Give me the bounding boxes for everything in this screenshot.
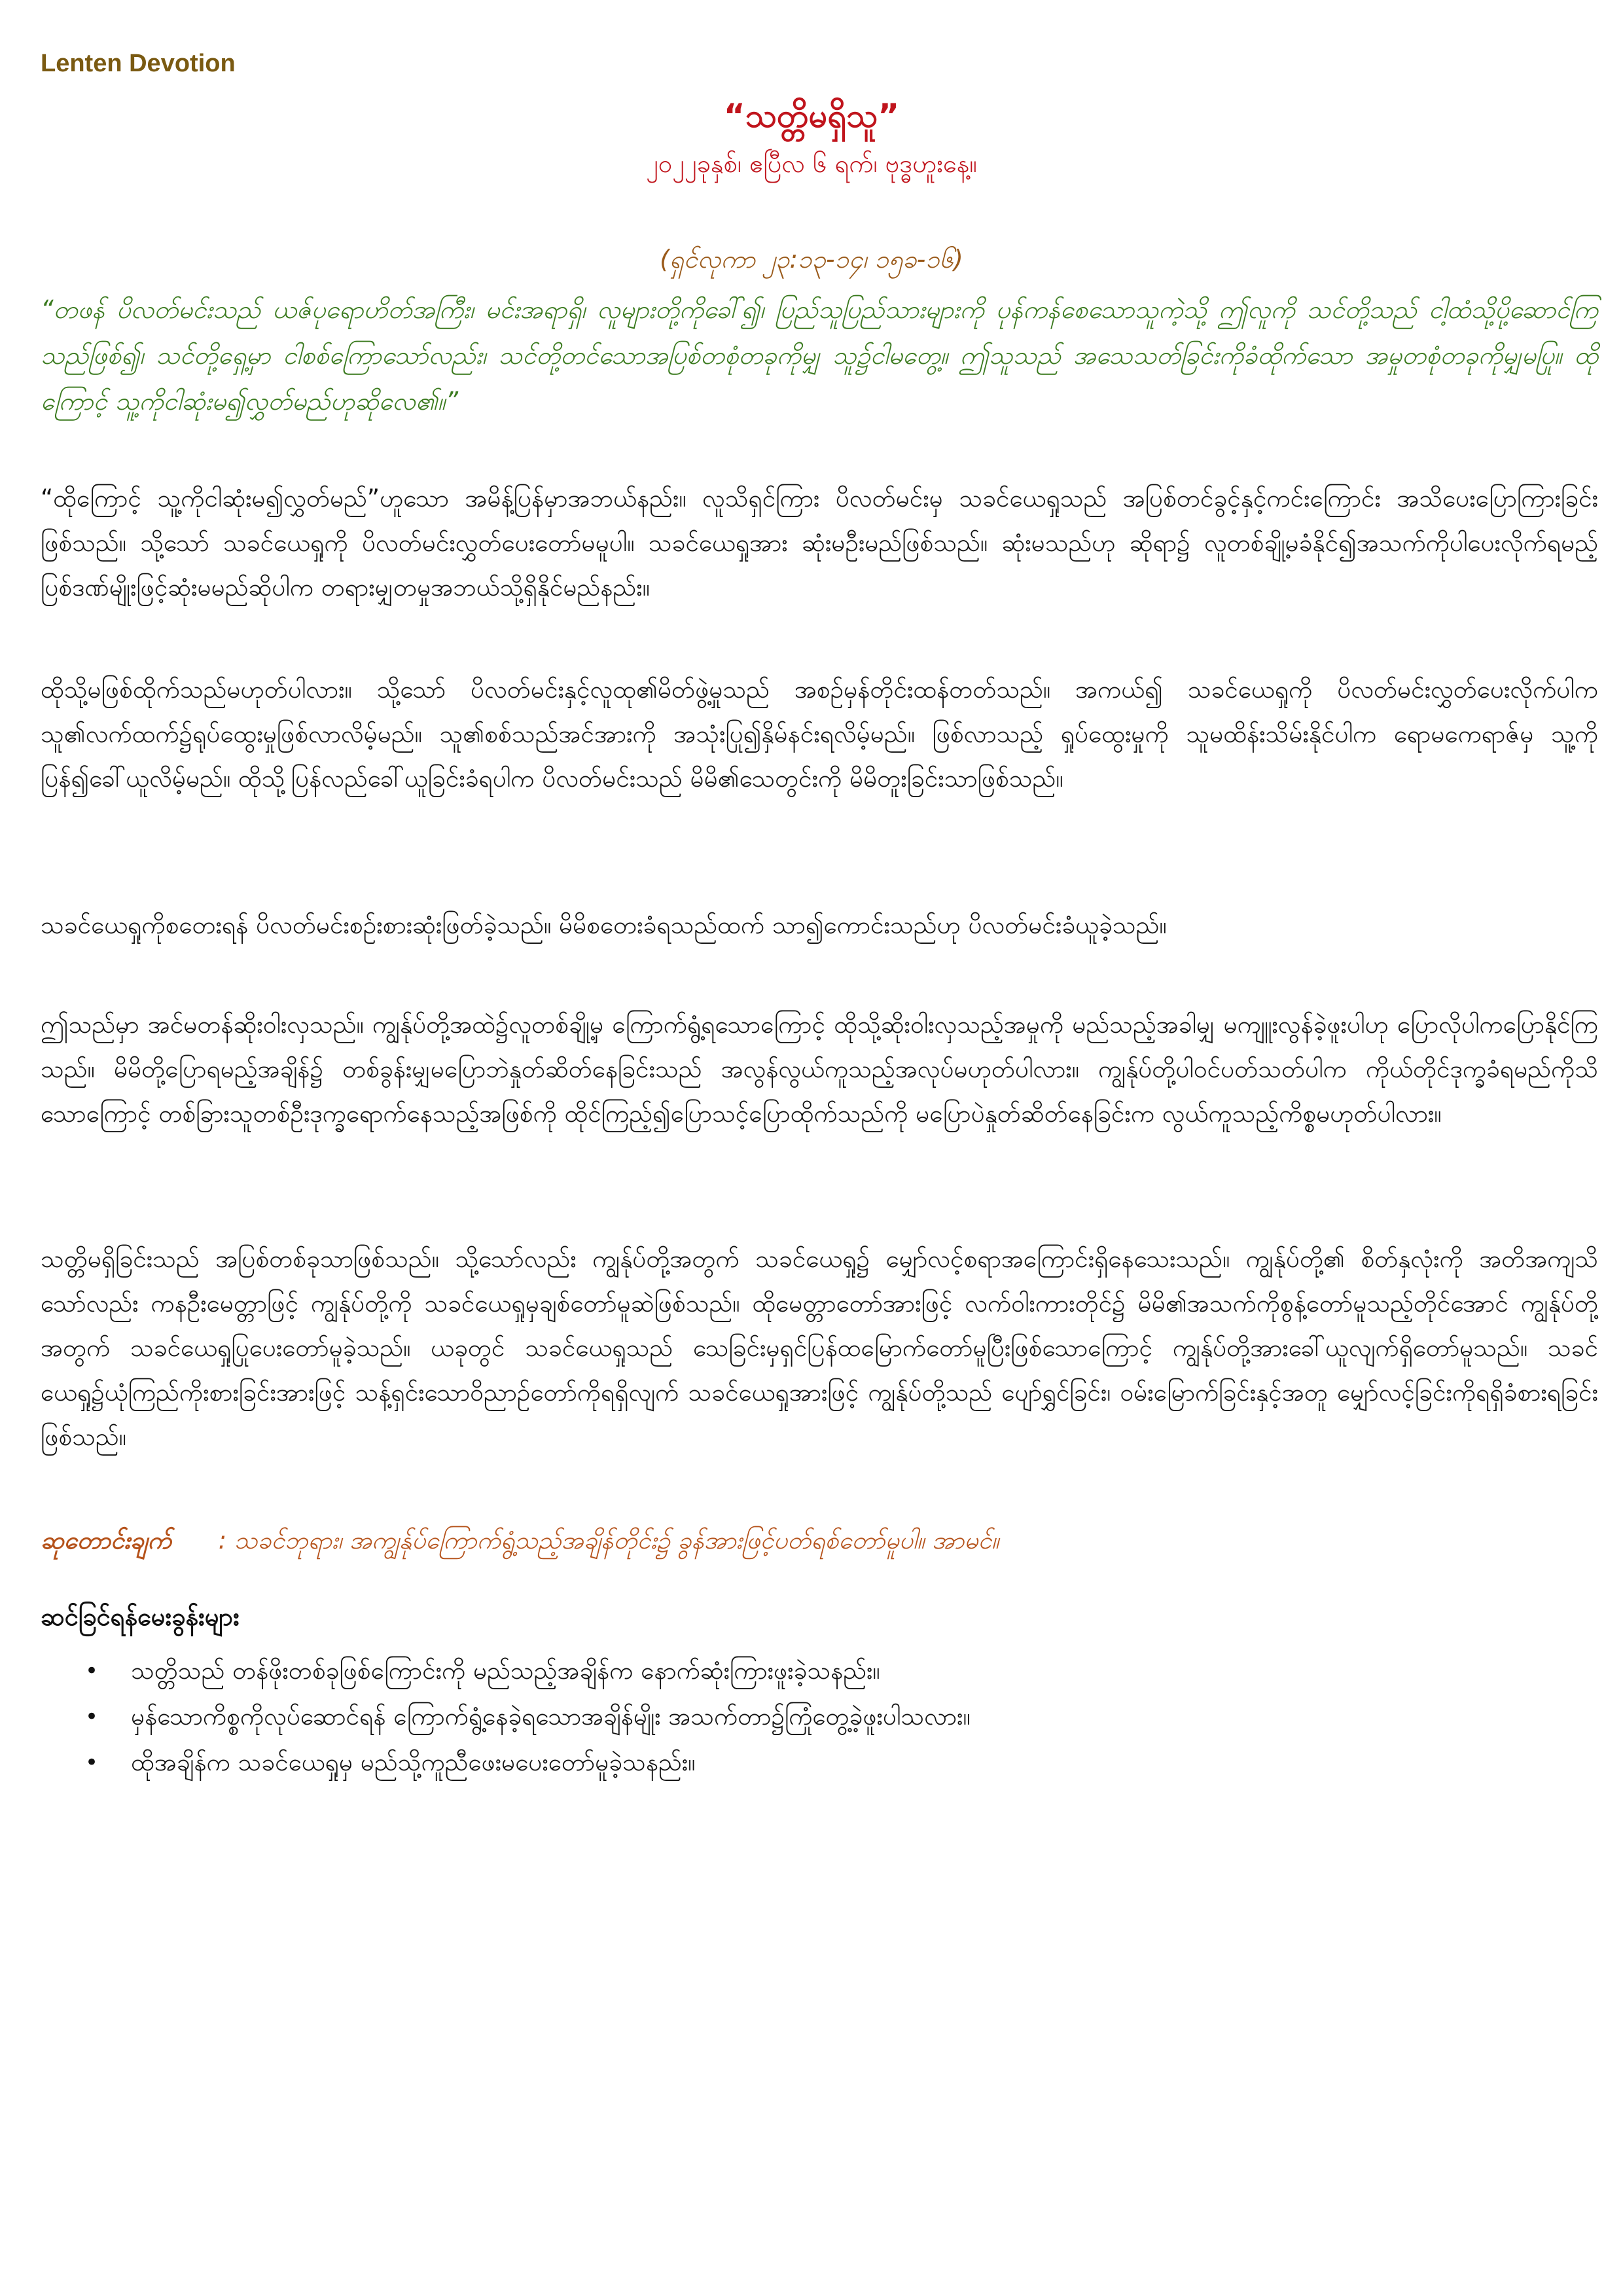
bullet-icon: •: [85, 1658, 99, 1684]
page-title: “သတ္တိမရှိသူ”: [723, 97, 900, 135]
body-paragraph-5: သတ္တိမရှိခြင်းသည် အပြစ်တစ်ခုသာဖြစ်သည်။ သို့သော်လည်း ကျွန်ုပ်တို့အတွက် သခင်ယေရှု၌ မျှော်လင့်စရာအကြောင်းရှိနေသေးသည်။ ကျွန်ုပ်တို့၏ စိတ်နှလုံးကို အတိအကျသိသော်လည်း ကနဦးမေတ္တာဖြင့် ကျွန်ုပ်တို့ကို သခင်ယေရှုမှချစ်တော်မူဆဲဖြစ်သည်။ ထိုမေတ္တာတော်အားဖြင့် လက်ဝါးကားတိုင်၌ မိမိ၏အသက်ကိုစွန့်တော်မူသည့်တိုင်အောင် ကျွန်ုပ်တို့အတွက် သခင်ယေရှုပြုပေးတော်မူခဲ့သည်။ ယခုတွင် သခင်ယေရှုသည် သေခြင်းမှရှင်ပြန်ထမြောက်တော်မူပြီးဖြစ်သောကြောင့် ကျွန်ုပ်တို့အားခေါ်ယူလျက်ရှိတော်မူသည်။ သခင်ယေရှု၌ယုံကြည်ကိုးစားခြင်းအားဖြင့် သန့်ရှင်းသောဝိညာဉ်တော်ကိုရရှိလျက် သခင်ယေရှုအားဖြင့် ကျွန်ုပ်တို့သည် ပျော်ရွှင်ခြင်း၊ ဝမ်းမြောက်ခြင်းနှင့်အတူ မျှော်လင့်ခြင်းကိုရရှိခံစားရခြင်းဖြစ်သည်။: [41, 1245, 1598, 1451]
prayer-label: ဆုတောင်းချက်: [41, 1526, 171, 1554]
prayer-section: [41, 1518, 1598, 1563]
header-label: Lenten Devotion: [41, 50, 236, 77]
question-text: ထိုအချိန်က သခင်ယေရှုမှ မည်သို့ကူညီဖေးမပေးတော်မူခဲ့သနည်း။: [131, 1748, 696, 1776]
question-text: သတ္တိသည် တန်ဖိုးတစ်ခုဖြစ်ကြောင်းကို မည်သည့်အချိန်က နောက်ဆုံးကြားဖူးခဲ့သနည်း။: [131, 1657, 880, 1685]
list-item: [85, 1694, 1590, 1740]
questions-list: [85, 1648, 1590, 1785]
body-paragraph-2: ထိုသို့မဖြစ်ထိုက်သည်မဟုတ်ပါလား။ သို့သော် ပိလတ်မင်းနှင့်လူထု၏မိတ်ဖွဲ့မှုသည် အစဉ်မှန်တိုင်းထန်တတ်သည်။ အကယ်၍ သခင်ယေရှုကို ပိလတ်မင်းလွှတ်ပေးလိုက်ပါက သူ၏လက်ထက်၌ရုပ်ထွေးမှုဖြစ်လာလိမ့်မည်။ သူ၏စစ်သည်အင်အားကို အသုံးပြု၍နှိမ်နင်းရလိမ့်မည်။ ဖြစ်လာသည့် ရှုပ်ထွေးမှုကို သူမထိန်းသိမ်းနိုင်ပါက ရောမကေရာဇ်မှ သူ့ကိုပြန်၍ခေါ်ယူလိမ့်မည်။ ထိုသို့ပြန်လည်ခေါ်ယူခြင်းခံရပါက ပိလတ်မင်းသည် မိမိ၏သေတွင်းကို မိမိတူးခြင်းသာဖြစ်သည်။: [41, 675, 1598, 793]
scripture-reference: (ရှင်လုကာ ၂၃:၁၃-၁၄၊ ၁၅ခ-၁၆): [660, 245, 963, 274]
date-line: ၂၀၂၂ခုနှစ်၊ ဧပြီလ ၆ ရက်၊ ဗုဒ္ဓဟူးနေ့။: [646, 149, 977, 178]
questions-heading: ဆင်ခြင်ရန်မေးခွန်းများ: [41, 1602, 240, 1631]
scripture-text: “တဖန် ပိလတ်မင်းသည် ယဇ်ပုရောဟိတ်အကြီး၊ မင်းအရာရှိ၊ လူများတို့ကိုခေါ်၍၊ ပြည်သူပြည်သားများကို ပုန်ကန်စေသောသူကဲ့သို့ ဤလူကို သင်တို့သည် ငါ့ထံသို့ပို့ဆောင်ကြသည်ဖြစ်၍၊ သင်တို့ရှေ့မှာ ငါစစ်ကြောသော်လည်း၊ သင်တို့တင်သောအပြစ်တစုံတခုကိုမျှ သူ၌ငါမတွေ့။ ဤသူသည် အသေသတ်ခြင်းကိုခံထိုက်သော အမှုတစုံတခုကိုမျှမပြု။ ထိုကြောင့် သူ့ကိုငါဆုံးမ၍လွှတ်မည်ဟုဆိုလေ၏။”: [41, 295, 1598, 416]
question-text: မှန်သောကိစ္စကိုလုပ်ဆောင်ရန် ကြောက်ရွံ့နေခဲ့ရသောအချိန်မျိုး အသက်တာ၌ကြုံတွေ့ခဲ့ဖူးပါသလား။: [131, 1702, 971, 1731]
list-item: [85, 1740, 1590, 1785]
bullet-icon: •: [85, 1704, 99, 1730]
bullet-icon: •: [85, 1749, 99, 1776]
prayer-text: : သခင်ဘုရား၊ အကျွန်ုပ်ကြောက်ရွံ့သည့်အချိန်တိုင်း၌ ခွန်အားဖြင့်ပတ်ရစ်တော်မူပါ။ အာမင်။: [218, 1526, 999, 1554]
body-paragraph-3: သခင်ယေရှုကိုစတေးရန် ပိလတ်မင်းစဉ်းစားဆုံးဖြတ်ခဲ့သည်။ မိမိစတေးခံရသည်ထက် သာ၍ကောင်းသည်ဟု ပိလတ်မင်းခံယူခဲ့သည်။: [41, 911, 1167, 939]
body-paragraph-4: ဤသည်မှာ အင်မတန်ဆိုးဝါးလှသည်။ ကျွန်ုပ်တို့အထဲ၌လူတစ်ချို့မှ ကြောက်ရွံ့ရသောကြောင့် ထိုသို့ဆိုးဝါးလှသည့်အမှုကို မည်သည့်အခါမျှ မကျူးလွန်ခဲ့ဖူးပါဟု ပြောလိုပါကပြောနိုင်ကြသည်။ မိမိတို့ပြောရမည့်အချိန်၌ တစ်ခွန်းမျှမပြောဘဲနှုတ်ဆိတ်နေခြင်းသည် အလွန်လွယ်ကူသည့်အလုပ်မဟုတ်ပါလား။ ကျွန်ုပ်တို့ပါဝင်ပတ်သတ်ပါက ကိုယ်တိုင်ဒုက္ခခံရမည်ကိုသိသောကြောင့် တစ်ခြားသူတစ်ဦးဒုက္ခရောက်နေသည့်အဖြစ်ကို ထိုင်ကြည့်၍ပြောသင့်ပြောထိုက်သည်ကို မပြောပဲနှုတ်ဆိတ်နေခြင်းက လွယ်ကူသည့်ကိစ္စမဟုတ်ပါလား။: [41, 1011, 1598, 1128]
list-item: [85, 1648, 1590, 1694]
body-paragraph-1: “ထိုကြောင့် သူ့ကိုငါဆုံးမ၍လွှတ်မည်”ဟူသော အမိန့်ပြန်မှာအဘယ်နည်း။ လူသိရှင်ကြား ပိလတ်မင်းမှ သခင်ယေရှုသည် အပြစ်တင်ခွင့်နှင့်ကင်းကြောင်း အသိပေးပြောကြားခြင်းဖြစ်သည်။ သို့သော် သခင်ယေရှုကို ပိလတ်မင်းလွှတ်ပေးတော်မမူပါ။ သခင်ယေရှုအား ဆုံးမဦးမည်ဖြစ်သည်။ ဆုံးမသည်ဟု ဆိုရာ၌ လူတစ်ချို့မခံနိုင်၍အသက်ကိုပါပေးလိုက်ရမည့် ပြစ်ဒဏ်မျိုးဖြင့်ဆုံးမမည်ဆိုပါက တရားမျှတမှုအဘယ်သို့ရှိနိုင်မည်နည်း။: [41, 484, 1598, 601]
